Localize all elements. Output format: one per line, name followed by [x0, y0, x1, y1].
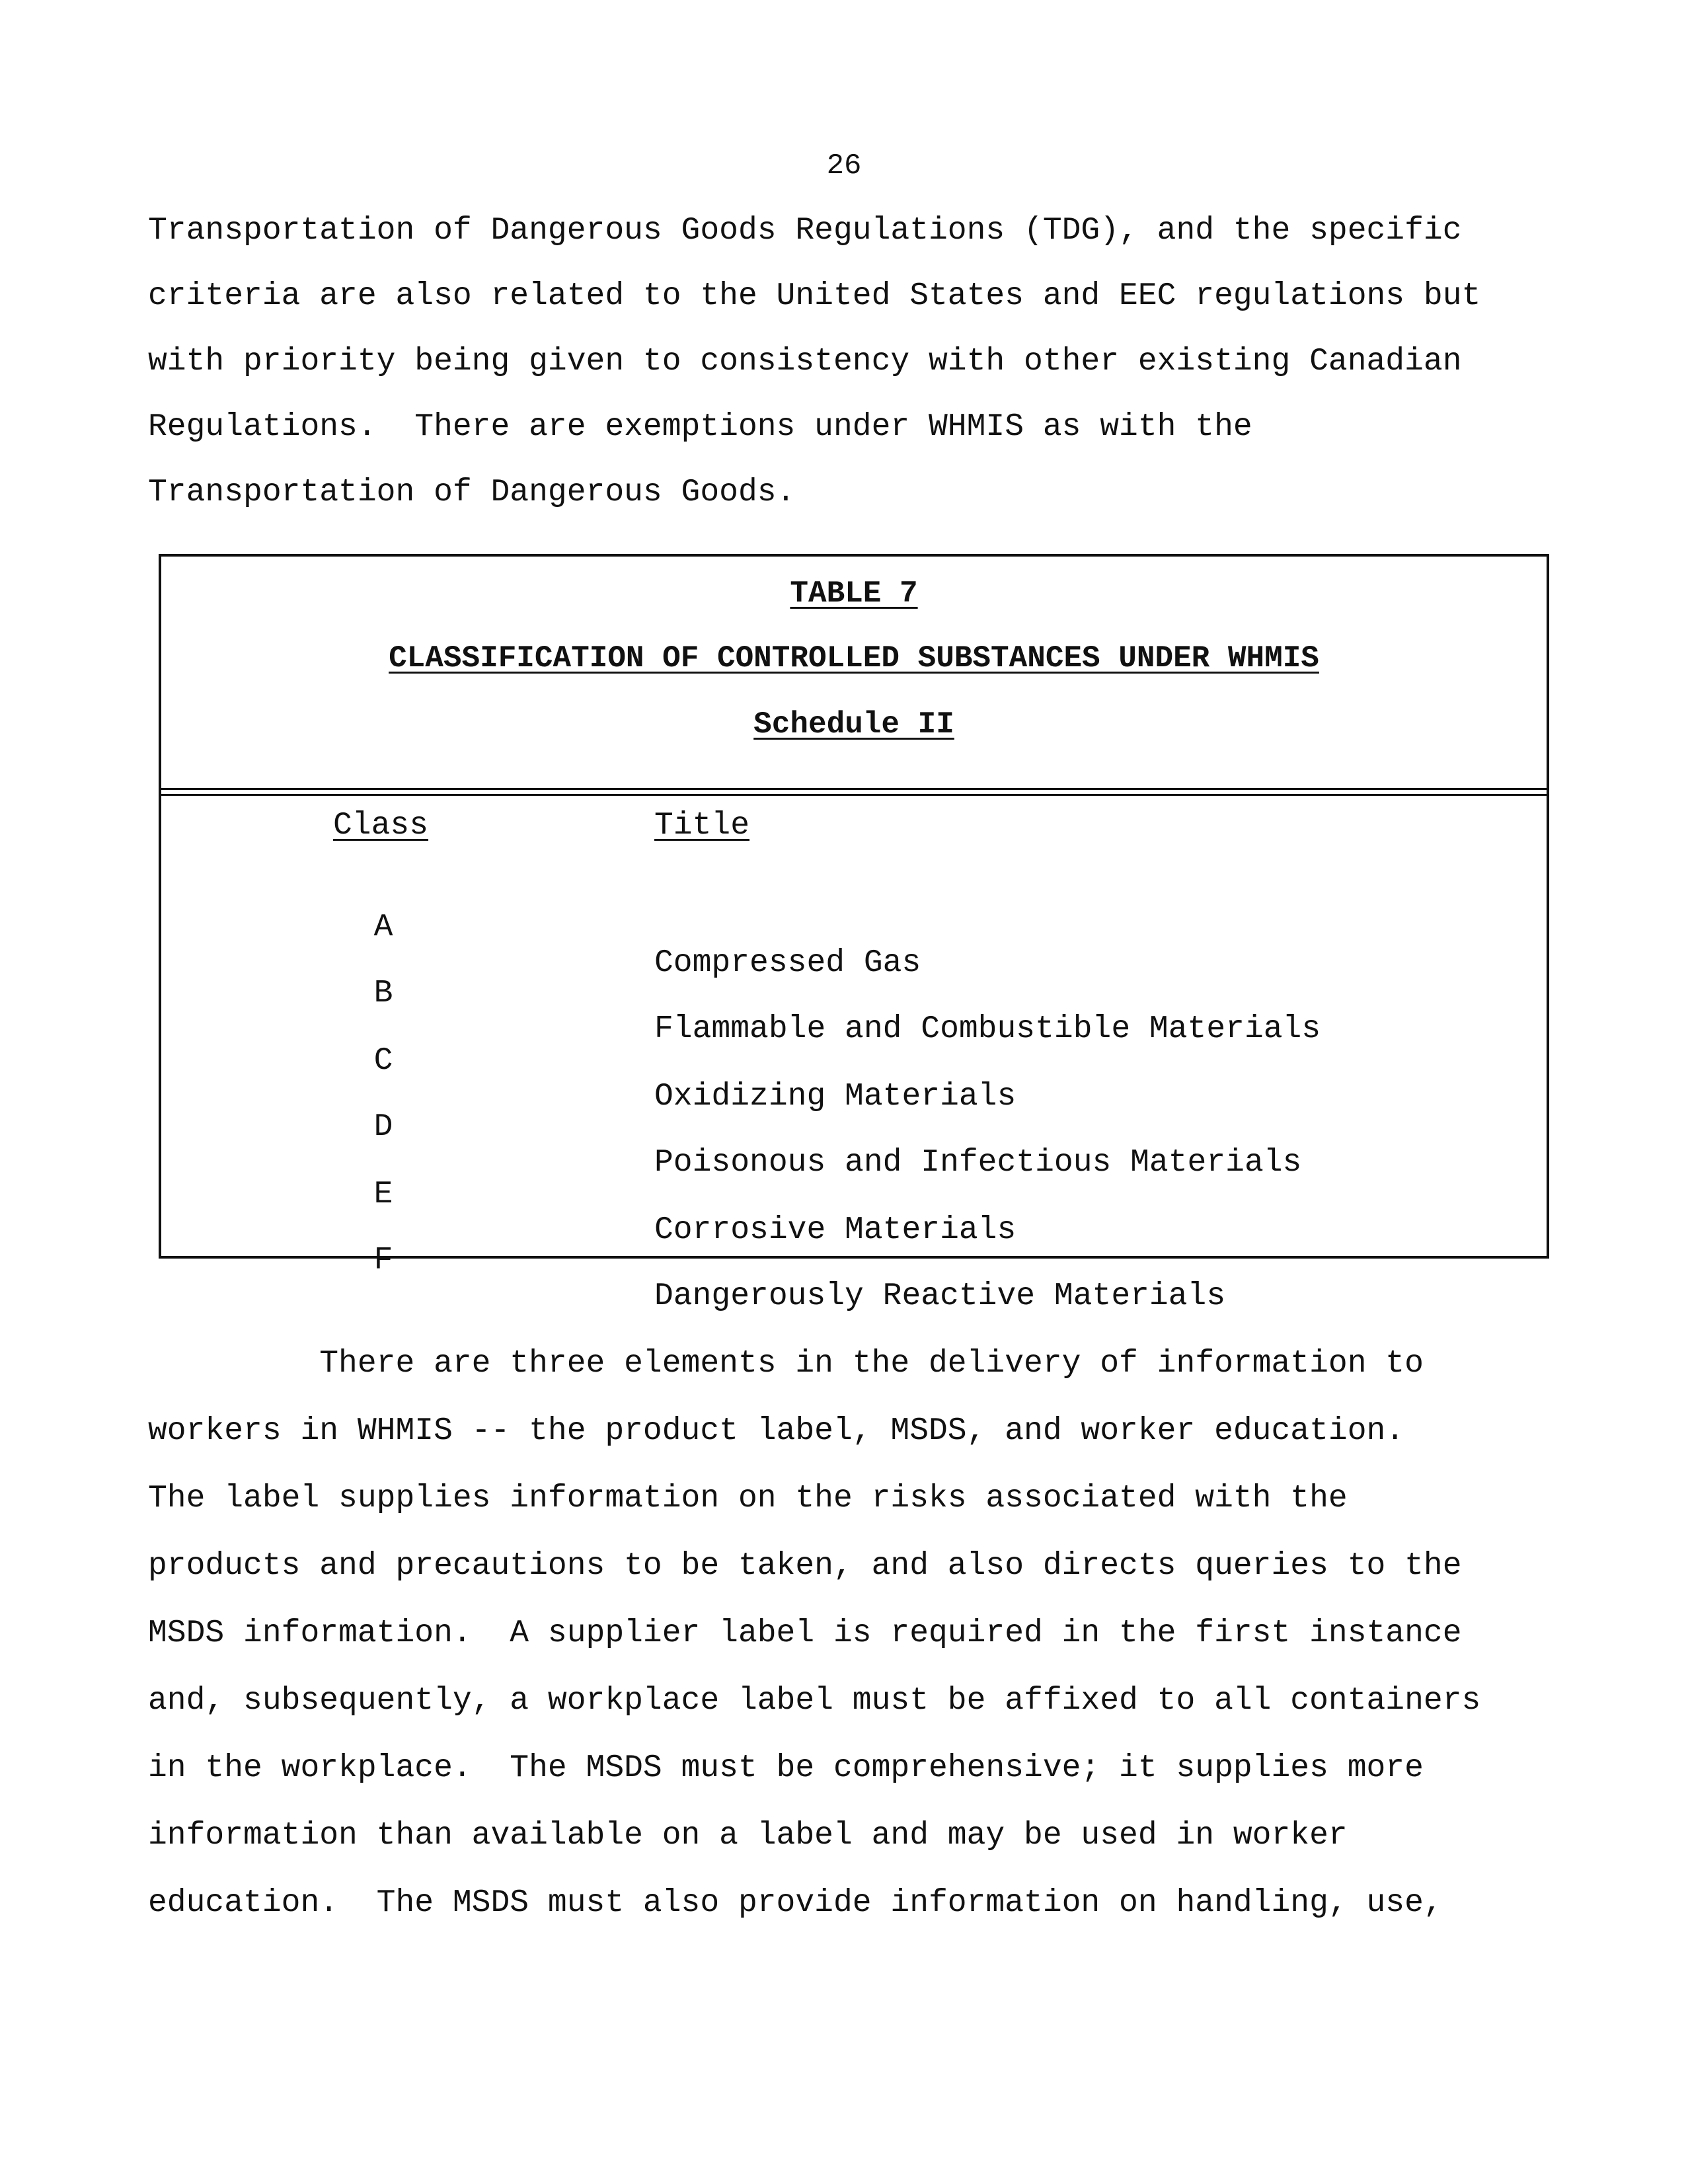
table-header: [161, 557, 1547, 788]
table-row: [161, 874, 1547, 981]
class-cell: C: [373, 1043, 393, 1079]
paragraph-top: [148, 198, 1562, 526]
header-divider: [161, 788, 1547, 796]
paragraph-line: Regulations. There are exemptions under WHMIS as with the: [148, 409, 1252, 445]
paragraph-bottom: [148, 1330, 1562, 1937]
table-title: CLASSIFICATION OF CONTROLLED SUBSTANCES UNDER WHMIS: [389, 641, 1319, 676]
page-number: 26: [826, 149, 862, 182]
paragraph-line: with priority being given to consistency with other existing Canadian: [148, 344, 1462, 379]
title-cell: Dangerously Reactive Materials: [654, 1278, 1226, 1314]
paragraph-line: education. The MSDS must also provide information on handling, use,: [148, 1885, 1443, 1921]
table-row: [161, 1073, 1547, 1181]
column-header-class: Class: [333, 808, 429, 843]
title-cell: Corrosive Materials: [654, 1212, 1017, 1248]
table-row: [161, 1007, 1547, 1114]
paragraph-line: workers in WHMIS -- the product label, MSDS, and worker education.: [148, 1413, 1405, 1449]
column-header-title: Title: [654, 808, 750, 843]
paragraph-line: There are three elements in the delivery of information to: [148, 1346, 1424, 1382]
class-cell: D: [373, 1109, 393, 1145]
paragraph-line: The label supplies information on the risks associated with the: [148, 1481, 1348, 1516]
class-cell: A: [373, 910, 393, 945]
class-cell: F: [373, 1243, 393, 1278]
table-subtitle: Schedule II: [753, 707, 954, 742]
title-cell: Oxidizing Materials: [654, 1079, 1017, 1114]
table-label: TABLE 7: [790, 576, 918, 611]
paragraph-line: and, subsequently, a workplace label must be affixed to all containers: [148, 1683, 1481, 1719]
paragraph-line: criteria are also related to the United States and EEC regulations but: [148, 278, 1481, 314]
paragraph-line: Transportation of Dangerous Goods Regulations (TDG), and the specific: [148, 213, 1462, 249]
paragraph-line: products and precautions to be taken, and also directs queries to the: [148, 1548, 1462, 1584]
paragraph-line: Transportation of Dangerous Goods.: [148, 475, 796, 510]
classification-table: [159, 554, 1549, 1314]
title-cell: Flammable and Combustible Materials: [654, 1011, 1321, 1047]
title-cell: Poisonous and Infectious Materials: [654, 1145, 1302, 1181]
paragraph-line: in the workplace. The MSDS must be comprehensive; it supplies more: [148, 1750, 1424, 1786]
paragraph-line: MSDS information. A supplier label is required in the first instance: [148, 1616, 1462, 1651]
class-cell: B: [373, 976, 393, 1011]
table-row: [161, 1141, 1547, 1248]
class-cell: E: [373, 1177, 393, 1212]
table-row: [161, 940, 1547, 1047]
table-row: [161, 1207, 1547, 1314]
title-cell: Compressed Gas: [654, 945, 921, 981]
paragraph-line: information than available on a label and may be used in worker: [148, 1818, 1348, 1853]
